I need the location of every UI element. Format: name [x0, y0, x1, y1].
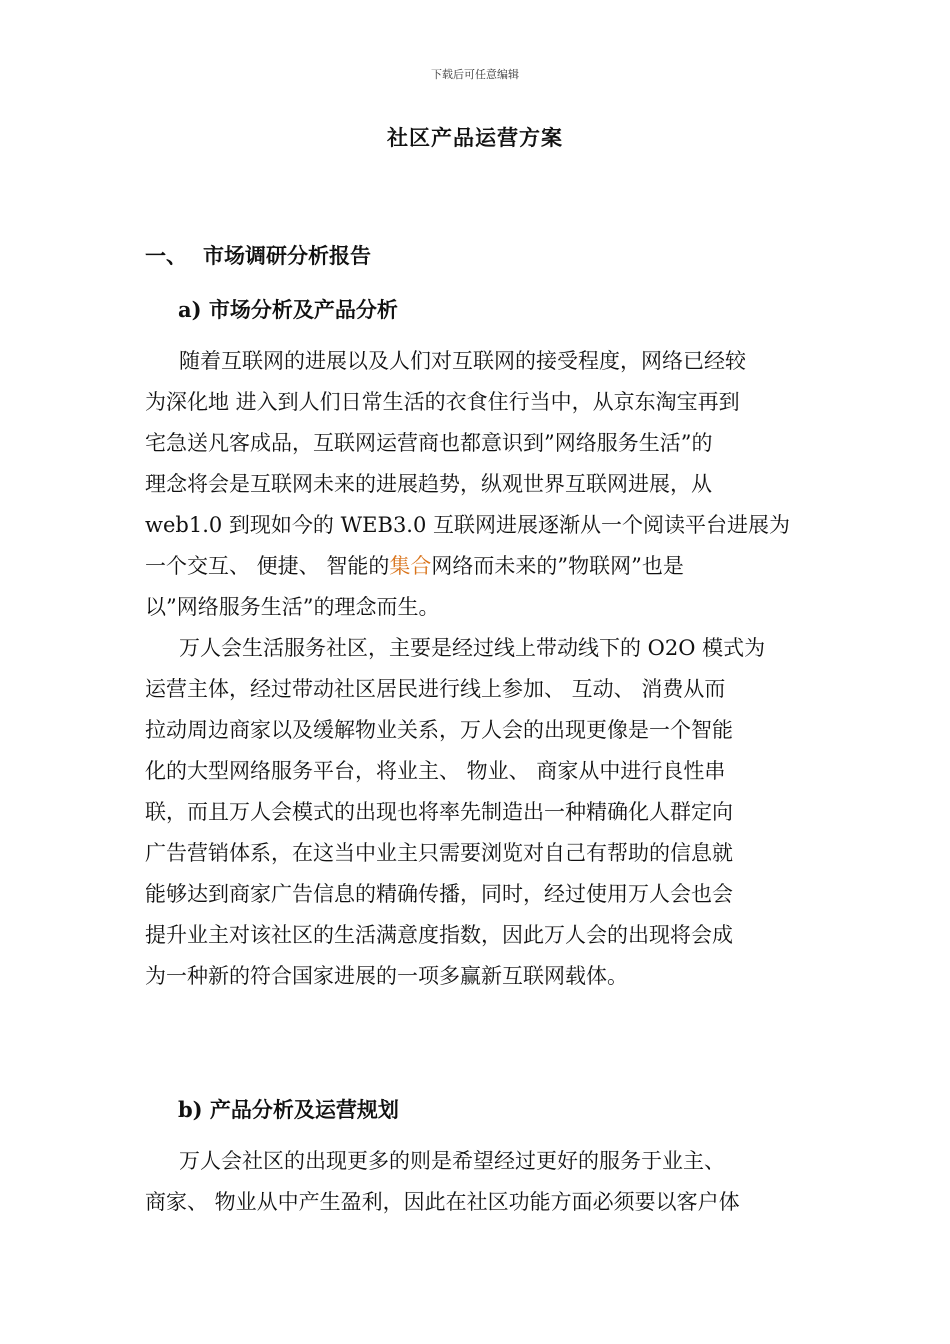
highlighted-term: 集合: [389, 554, 432, 578]
text-run: 网络而未来的”物联网”也是: [431, 554, 684, 578]
paragraph-line: 广告营销体系，在这当中业主只需要浏览对自己有帮助的信息就: [145, 841, 733, 865]
paragraph-line: 宅急送凡客成品，互联网运营商也都意识到”网络服务生活”的: [145, 431, 713, 455]
paragraph-line: 能够达到商家广告信息的精确传播，同时，经过使用万人会也会: [145, 882, 733, 906]
paragraph-line: 联，而且万人会模式的出现也将率先制造出一种精确化人群定向: [145, 800, 733, 824]
paragraph-a1: [145, 341, 810, 628]
paragraph-line: 万人会社区的出现更多的则是希望经过更好的服务于业主、: [179, 1149, 725, 1173]
paragraph-line: 为一种新的符合国家进展的一项多赢新互联网载体。: [145, 964, 628, 988]
paragraph-line: 拉动周边商家以及缓解物业关系，万人会的出现更像是一个智能: [145, 718, 733, 742]
header-note: 下载后可任意编辑: [431, 68, 519, 81]
text-run: 一个交互、 便捷、 智能的: [145, 554, 390, 578]
section-1-number: 一、: [145, 243, 187, 268]
paragraph-line: 运营主体，经过带动社区居民进行线上参加、 互动、 消费从而: [145, 677, 726, 701]
document-title: 社区产品运营方案: [387, 125, 563, 150]
section-1-heading: [145, 240, 371, 270]
paragraph-line: 万人会生活服务社区，主要是经过线上带动线下的 O2O 模式为: [179, 636, 766, 660]
section-1-title: 市场调研分析报告: [203, 243, 371, 268]
paragraph-line: 理念将会是互联网未来的进展趋势，纵观世界互联网进展，从: [145, 472, 712, 496]
paragraph-b1: [145, 1141, 810, 1223]
subsection-a-heading: a) 市场分析及产品分析: [178, 297, 398, 322]
paragraph-line: 为深化地 进入到人们日常生活的衣食住行当中，从京东淘宝再到: [145, 390, 740, 414]
paragraph-line: 随着互联网的进展以及人们对互联网的接受程度，网络已经较: [179, 349, 746, 373]
paragraph-line: 以”网络服务生活”的理念而生。: [145, 595, 440, 619]
subsection-b-heading: b) 产品分析及运营规划: [178, 1097, 399, 1122]
paragraph-line: 提升业主对该社区的生活满意度指数，因此万人会的出现将会成: [145, 923, 733, 947]
paragraph-a2: [145, 628, 810, 997]
paragraph-line: 商家、 物业从中产生盈利，因此在社区功能方面必须要以客户体: [145, 1190, 740, 1214]
paragraph-line: 化的大型网络服务平台，将业主、 物业、 商家从中进行良性串: [145, 759, 726, 783]
paragraph-line: [145, 546, 810, 587]
paragraph-line: web1.0 到现如今的 WEB3.0 互联网进展逐渐从一个阅读平台进展为: [145, 513, 791, 537]
